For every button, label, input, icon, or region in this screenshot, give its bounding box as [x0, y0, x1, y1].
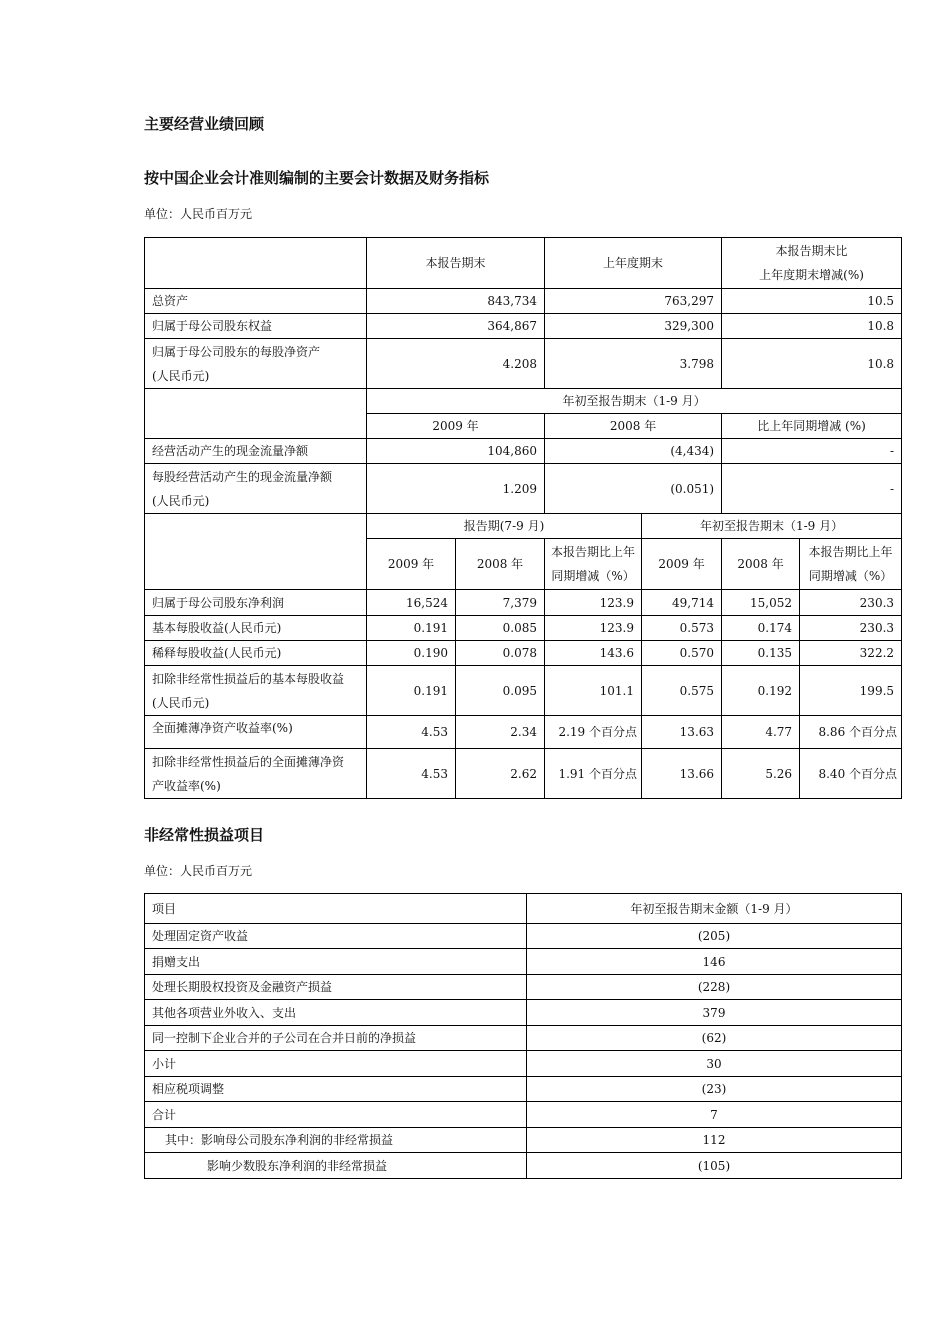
cell-amount: 7 [527, 1102, 902, 1128]
row-label: 经营活动产生的现金流量净额 [145, 439, 367, 464]
cell-ychange: 8.86 个百分点 [800, 716, 902, 749]
cell-q2009: 4.53 [367, 716, 456, 749]
cell-y2008: 0.174 [722, 616, 800, 641]
cell-qchange: 123.9 [545, 616, 642, 641]
row-label-line2: (人民币元) [152, 368, 210, 383]
table-row [145, 339, 902, 389]
row-label-line1: 扣除非经常性损益后的全面摊薄净资 [152, 754, 345, 769]
cell-y2008: 4.77 [722, 716, 800, 749]
table-row [145, 1051, 902, 1077]
row-label: 其中：影响母公司股东净利润的非经常损益 [145, 1128, 527, 1153]
cell-amount: (62) [527, 1026, 902, 1051]
cell-amount: 30 [527, 1051, 902, 1077]
row-label: 小计 [145, 1051, 527, 1077]
col-header-q2009: 2009 年 [367, 539, 456, 590]
row-label [145, 666, 367, 716]
row-label: 影响少数股东净利润的非经常损益 [145, 1153, 527, 1179]
table-corner-cell [145, 389, 367, 439]
row-label-line2: (人民币元) [152, 695, 210, 710]
col-header-change [722, 238, 902, 289]
row-label: 其他各项营业外收入、支出 [145, 1000, 527, 1026]
table-row [145, 439, 902, 464]
row-label [145, 749, 367, 799]
table-row [145, 749, 902, 799]
cell-q2008: 0.085 [456, 616, 545, 641]
col-header-qchange-line1: 本报告期比上年 [551, 545, 636, 559]
cell-q2009: 4.53 [367, 749, 456, 799]
table-row [145, 924, 902, 949]
cell-prior: 763,297 [545, 289, 722, 314]
cell-ychange: 322.2 [800, 641, 902, 666]
cell-y2009: 13.63 [642, 716, 722, 749]
row-label: 归属于母公司股东权益 [145, 314, 367, 339]
ytd-header-2: 年初至报告期末（1-9 月） [642, 514, 902, 539]
row-label-line1: 归属于母公司股东的每股净资产 [152, 344, 321, 359]
unit-label-2: 单位：人民币百万元 [144, 864, 253, 878]
nonrecurring-table [144, 893, 902, 1179]
cell-2009: 1.209 [367, 464, 545, 514]
table-corner-cell [145, 514, 367, 590]
row-label: 基本每股收益(人民币元) [145, 616, 367, 641]
row-label: 总资产 [145, 289, 367, 314]
cell-change: 10.8 [722, 314, 902, 339]
cell-q2009: 0.191 [367, 666, 456, 716]
cell-y2008: 5.26 [722, 749, 800, 799]
table-row [145, 716, 902, 749]
table-corner-cell [145, 238, 367, 289]
cell-ychange: 199.5 [800, 666, 902, 716]
cell-amount: (105) [527, 1153, 902, 1179]
cell-q2008: 2.62 [456, 749, 545, 799]
cell-q2009: 16,524 [367, 590, 456, 616]
col-header-qchange-line2: 同期增减（%） [551, 569, 635, 583]
cell-2008: (4,434) [545, 439, 722, 464]
cell-amount: 379 [527, 1000, 902, 1026]
cell-y2009: 0.573 [642, 616, 722, 641]
cell-q2009: 0.191 [367, 616, 456, 641]
col-header-amount: 年初至报告期末金额（1-9 月） [527, 894, 902, 924]
row-label: 全面摊薄净资产收益率(%) [145, 716, 367, 749]
unit-label: 单位：人民币百万元 [144, 207, 253, 221]
cell-ychange: 8.40 个百分点 [800, 749, 902, 799]
col-header-change-line1: 本报告期末比 [775, 244, 848, 258]
section-title-review: 主要经营业绩回顾 [144, 115, 265, 133]
table-row [145, 975, 902, 1000]
table-row [145, 1128, 902, 1153]
quarter-header: 报告期(7-9 月) [367, 514, 642, 539]
cell-q2008: 7,379 [456, 590, 545, 616]
cell-q2009: 0.190 [367, 641, 456, 666]
col-header-y2008: 2008 年 [722, 539, 800, 590]
cell-y2009: 13.66 [642, 749, 722, 799]
cell-2008: (0.051) [545, 464, 722, 514]
col-header-ychange-line1: 本报告期比上年 [808, 545, 893, 559]
table-row [145, 641, 902, 666]
row-label: 相应税项调整 [145, 1077, 527, 1102]
cell-change: - [722, 464, 902, 514]
table-row [145, 289, 902, 314]
col-header-2009: 2009 年 [367, 414, 545, 439]
table-row [145, 1026, 902, 1051]
cell-y2008: 0.192 [722, 666, 800, 716]
row-label [145, 339, 367, 389]
cell-y2009: 0.570 [642, 641, 722, 666]
table-row [145, 1077, 902, 1102]
cell-ychange: 230.3 [800, 590, 902, 616]
cell-change: - [722, 439, 902, 464]
row-label-line2: (人民币元) [152, 493, 210, 508]
col-header-ytd-change: 比上年同期增减 (%) [722, 414, 902, 439]
table-row [145, 616, 902, 641]
row-label: 处理固定资产收益 [145, 924, 527, 949]
cell-q2008: 2.34 [456, 716, 545, 749]
cell-qchange: 101.1 [545, 666, 642, 716]
table-row [145, 949, 902, 975]
col-header-q2008: 2008 年 [456, 539, 545, 590]
col-header-change-line2: 上年度期末增减(%) [759, 268, 864, 282]
col-header-2008: 2008 年 [545, 414, 722, 439]
row-label: 处理长期股权投资及金融资产损益 [145, 975, 527, 1000]
col-header-ychange-line2: 同期增减（%） [808, 569, 893, 583]
col-header-ychange [800, 539, 902, 590]
col-header-y2009: 2009 年 [642, 539, 722, 590]
cell-change: 10.8 [722, 339, 902, 389]
row-label: 归属于母公司股东净利润 [145, 590, 367, 616]
cell-y2009: 49,714 [642, 590, 722, 616]
cell-amount: (205) [527, 924, 902, 949]
section-title-nonrecurring: 非经常性损益项目 [144, 826, 265, 844]
cell-y2008: 15,052 [722, 590, 800, 616]
row-label-line1: 每股经营活动产生的现金流量净额 [152, 469, 333, 484]
cell-prior: 3.798 [545, 339, 722, 389]
col-header-qchange [545, 539, 642, 590]
row-label: 稀释每股收益(人民币元) [145, 641, 367, 666]
main-financial-table [144, 237, 902, 799]
cell-y2009: 0.575 [642, 666, 722, 716]
cell-prior: 329,300 [545, 314, 722, 339]
table-row [145, 666, 902, 716]
table-row [145, 590, 902, 616]
cell-qchange: 143.6 [545, 641, 642, 666]
section-title-main-data: 按中国企业会计准则编制的主要会计数据及财务指标 [144, 169, 490, 187]
col-header-item: 项目 [145, 894, 527, 924]
cell-qchange: 1.91 个百分点 [545, 749, 642, 799]
ytd-header: 年初至报告期末（1-9 月） [367, 389, 902, 414]
table-row [145, 1000, 902, 1026]
row-label [145, 464, 367, 514]
row-label-line1: 扣除非经常性损益后的基本每股收益 [152, 671, 345, 686]
row-label-line2: 产收益率(%) [152, 778, 221, 793]
table-row [145, 314, 902, 339]
table-row [145, 464, 902, 514]
col-header-current: 本报告期末 [367, 238, 545, 289]
cell-ychange: 230.3 [800, 616, 902, 641]
cell-amount: 146 [527, 949, 902, 975]
row-label: 捐赠支出 [145, 949, 527, 975]
row-label: 合计 [145, 1102, 527, 1128]
cell-q2008: 0.095 [456, 666, 545, 716]
row-label: 同一控制下企业合并的子公司在合并日前的净损益 [145, 1026, 527, 1051]
col-header-prior: 上年度期末 [545, 238, 722, 289]
cell-current: 4.208 [367, 339, 545, 389]
cell-amount: (228) [527, 975, 902, 1000]
cell-change: 10.5 [722, 289, 902, 314]
cell-q2008: 0.078 [456, 641, 545, 666]
cell-qchange: 2.19 个百分点 [545, 716, 642, 749]
cell-current: 364,867 [367, 314, 545, 339]
cell-2009: 104,860 [367, 439, 545, 464]
cell-y2008: 0.135 [722, 641, 800, 666]
table-row [145, 1153, 902, 1179]
cell-amount: (23) [527, 1077, 902, 1102]
cell-current: 843,734 [367, 289, 545, 314]
cell-amount: 112 [527, 1128, 902, 1153]
cell-qchange: 123.9 [545, 590, 642, 616]
table-row [145, 1102, 902, 1128]
